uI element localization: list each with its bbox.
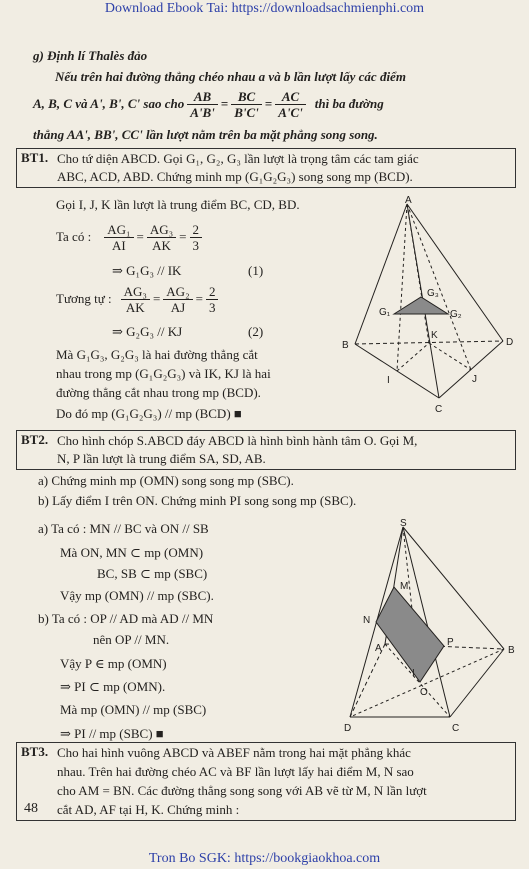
label-m: M — [400, 581, 409, 592]
bt3-problem-box — [16, 742, 516, 821]
bt1-eq2: Tương tự : $\frac{\text{AG₃}}{AK}$ = $\frac{\text{AG₂}}{AJ}$ = $\frac{2}{3}$ — [56, 280, 221, 318]
label-o: O — [420, 687, 428, 698]
bt3-line3: cho AM = BN. Các đường thẳng song song với AB vẽ từ M, N lần lượt — [57, 783, 427, 798]
thales-line2: A, B, C và A', B', C' sao cho $\frac{AB}{A'B'}$ = $\frac{BC}{B'C'}$ = $\frac{AC}{A'C'}$ thì ba đường — [33, 88, 384, 120]
section-mnop — [376, 587, 444, 682]
thales-title: g) Định lí Thalès đảo — [33, 48, 148, 63]
edge-ab — [355, 204, 407, 344]
label-p: P — [447, 637, 454, 648]
fraction: $\frac{AB}{A'B'}$ — [187, 89, 218, 120]
bt3-label: BT3. — [21, 744, 49, 759]
segment-kj — [429, 343, 471, 370]
label-d: D — [344, 723, 352, 734]
label-d: D — [506, 337, 514, 348]
bt1-imp1: ⇒ G₁G₃ // IK — [112, 263, 182, 278]
thales-line1: Nếu trên hai đường thẳng chéo nhau a và b lần lượt lấy các điểm — [55, 69, 406, 84]
bt2-label: BT2. — [21, 432, 49, 447]
bt1-sol-line2: Mà G₁G₃, G₂G₃ là hai đường thẳng cắt — [56, 347, 258, 362]
bt2-sol-b3: Vậy P ∈ mp (OMN) — [60, 656, 167, 671]
bt2-line1: Cho hình chóp S.ABCD đáy ABCD là hình bình hành tâm O. Gọi M, — [57, 433, 418, 448]
thales-line2-pre: A, B, C và A', B', C' sao cho — [33, 96, 185, 111]
bt3-line2: nhau. Trên hai đường chéo AC và BF lần lượt lấy hai điểm M, N sao — [57, 764, 414, 779]
bt1-eq1: Ta có : $\frac{\text{AG₁}}{AI}$ = $\frac{\text{AG₃}}{AK}$ = $\frac{2}{3}$ — [56, 218, 205, 256]
label-g2: G₂ — [450, 309, 462, 320]
bt2-sol-b5: Mà mp (OMN) // mp (SBC) — [60, 702, 207, 717]
label-g3: G₃ — [427, 288, 439, 299]
fraction: $\frac{AC}{A'C'}$ — [275, 89, 306, 120]
bt2-sol-a1: a) Ta có : MN // BC và ON // SB — [38, 521, 209, 536]
label-i: I — [412, 668, 415, 679]
bt2-conclusion: ⇒ PI // mp (SBC) ■ — [60, 726, 164, 741]
bt2-sol-a3: BC, SB ⊂ mp (SBC) — [97, 566, 208, 581]
edge-cb — [450, 649, 504, 717]
label-c: C — [435, 404, 443, 415]
label-s: S — [400, 518, 407, 529]
bt2-problem-box — [16, 430, 516, 470]
tetrahedron-figure — [335, 196, 520, 426]
thales-line3: thẳng AA', BB', CC' lần lượt nằm trên ba mặt phẳng song song. — [33, 127, 378, 142]
bt3-line1: Cho hai hình vuông ABCD và ABEF nằm trong hai mặt phẳng khác — [57, 745, 411, 760]
bt2-part-b: b) Lấy điểm I trên ON. Chứng minh PI song song mp (SBC). — [38, 493, 357, 508]
label-j: J — [472, 374, 477, 385]
label-a: A — [405, 196, 412, 206]
bt2-sol-b4: ⇒ PI ⊂ mp (OMN). — [60, 679, 166, 694]
label-a: A — [375, 643, 382, 654]
bt1-conclusion: Do đó mp (G₁G₂G₃) // mp (BCD) ■ — [56, 406, 242, 421]
pyramid-figure — [330, 517, 525, 735]
thales-line2-post: thì ba đường — [314, 96, 384, 111]
label-g1: G₁ — [379, 307, 391, 318]
bt2-sol-b1: b) Ta có : OP // AD mà AD // MN — [38, 611, 214, 626]
bt1-line1: Cho tứ diện ABCD. Gọi G₁, G₂, G₃ lần lượt là trọng tâm các tam giác — [57, 151, 419, 166]
label-c: C — [452, 723, 460, 734]
bt1-sol-line4: đường thẳng cắt nhau trong mp (BCD). — [56, 385, 261, 400]
bt1-problem-box — [16, 148, 516, 188]
label-n: N — [363, 615, 371, 626]
bt1-line2: ABC, ACD, ABD. Chứng minh mp (G₁G₂G₃) song song mp (BCD). — [57, 169, 413, 184]
segment-ik — [397, 343, 429, 371]
median-aj — [407, 204, 471, 370]
bt1-tag1: (1) — [248, 263, 264, 278]
triangle-g1g2g3 — [394, 297, 448, 314]
bt1-sol-line3: nhau trong mp (G₁G₂G₃) và IK, KJ là hai — [56, 366, 271, 381]
bt2-sol-a4: Vậy mp (OMN) // mp (SBC). — [60, 588, 214, 603]
bt2-sol-b2: nên OP // MN. — [93, 632, 170, 647]
bt1-tag2: (2) — [248, 324, 264, 339]
bt3-line4: cắt AD, AF tại H, K. Chứng minh : — [57, 802, 240, 817]
sgk-banner[interactable]: Tron Bo SGK: https://bookgiaokhoa.com — [148, 851, 381, 866]
bt1-imp2: ⇒ G₂G₃ // KJ — [112, 324, 183, 339]
page-number: 48 — [24, 801, 38, 816]
bt1-label: BT1. — [21, 150, 49, 165]
label-i: I — [387, 375, 390, 386]
bt2-part-a: a) Chứng minh mp (OMN) song song mp (SBC). — [38, 473, 294, 488]
edge-ad — [407, 204, 503, 341]
median-ai — [397, 204, 407, 371]
bt1-sol-line1: Gọi I, J, K lần lượt là trung điểm BC, CD, BD. — [56, 197, 300, 212]
bt2-line2: N, P lần lượt là trung điểm SA, SD, AB. — [57, 451, 266, 466]
label-b: B — [508, 645, 515, 656]
fraction: $\frac{BC}{B'C'}$ — [231, 89, 262, 120]
download-banner[interactable]: Download Ebook Tai: https://downloadsachmienphi.com — [104, 1, 425, 16]
label-k: K — [431, 330, 438, 341]
label-b: B — [342, 340, 349, 351]
bt2-sol-a2: Mà ON, MN ⊂ mp (OMN) — [60, 545, 204, 560]
